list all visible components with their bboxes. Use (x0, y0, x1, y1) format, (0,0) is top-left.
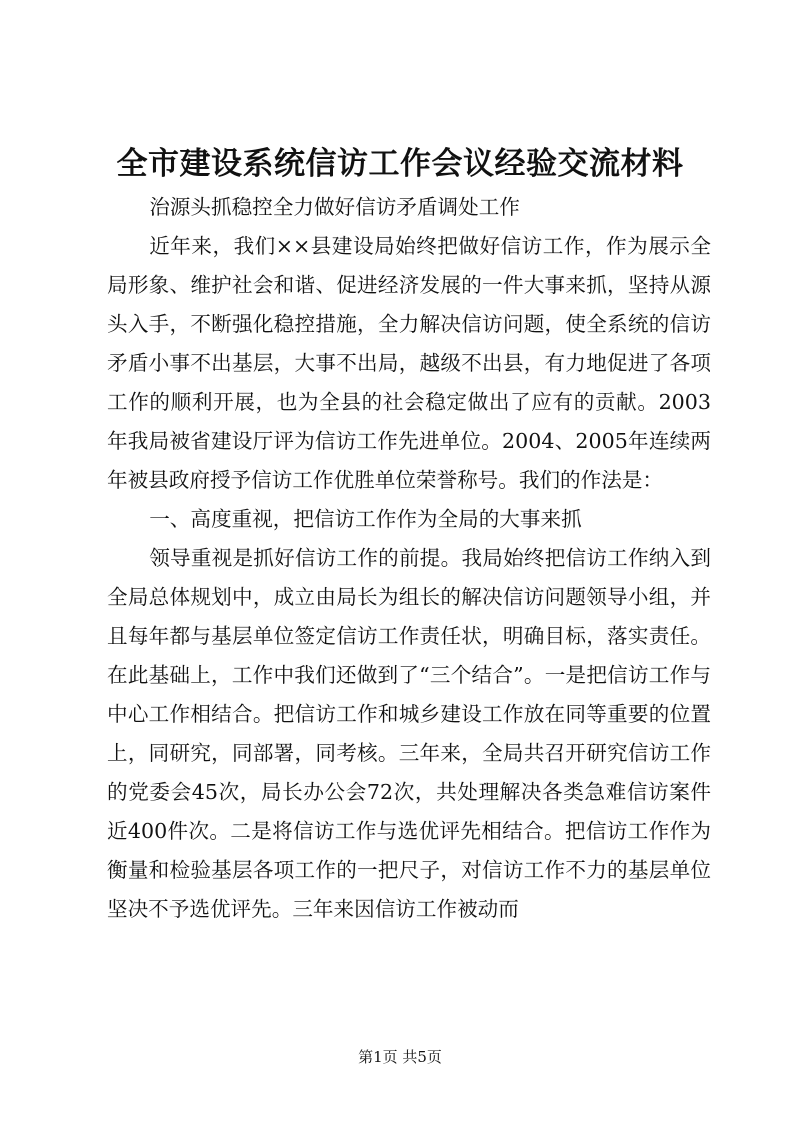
document-subtitle: 治源头抓稳控全力做好信访矛盾调处工作 (149, 195, 520, 219)
section-heading-1: 一、高度重视，把信访工作作为全局的大事来抓 (149, 507, 582, 531)
document-title: 全市建设系统信访工作会议经验交流材料 (116, 146, 684, 182)
paragraph-intro: 近年来，我们××县建设局始终把做好信访工作，作为展示全局形象、维护社会和谐、促进经济发展的一件大事来抓，坚持从源头入手，不断强化稳控措施，全力解决信访问题，使全系统的信访矛盾小事不出基层，大事不出局，越级不出县，有力地促进了各项工作的顺利开展，也为全县的社会稳定做出了应有的贡献。2003年我局被省建设厅评为信访工作先进单位。2004、2005年连续两年被县政府授予信访工作优胜单位荣誉称号。我们的作法是： (107, 234, 711, 492)
page-footer: 第1页 共5页 (358, 1048, 442, 1066)
document-body (107, 188, 711, 929)
paragraph-section-1: 领导重视是抓好信访工作的前提。我局始终把信访工作纳入到全局总体规划中，成立由局长为组长的解决信访问题领导小组，并且每年都与基层单位签定信访工作责任状，明确目标，落实责任。在此基础上，工作中我们还做到了“三个结合”。一是把信访工作与中心工作相结合。把信访工作和城乡建设工作放在同等重要的位置上，同研究，同部署，同考核。三年来，全局共召开研究信访工作的党委会45次，局长办公会72次，共处理解决各类急难信访案件近400件次。二是将信访工作与选优评先相结合。把信访工作作为衡量和检验基层各项工作的一把尺子，对信访工作不力的基层单位坚决不予选优评先。三年来因信访工作被动而 (107, 546, 711, 921)
